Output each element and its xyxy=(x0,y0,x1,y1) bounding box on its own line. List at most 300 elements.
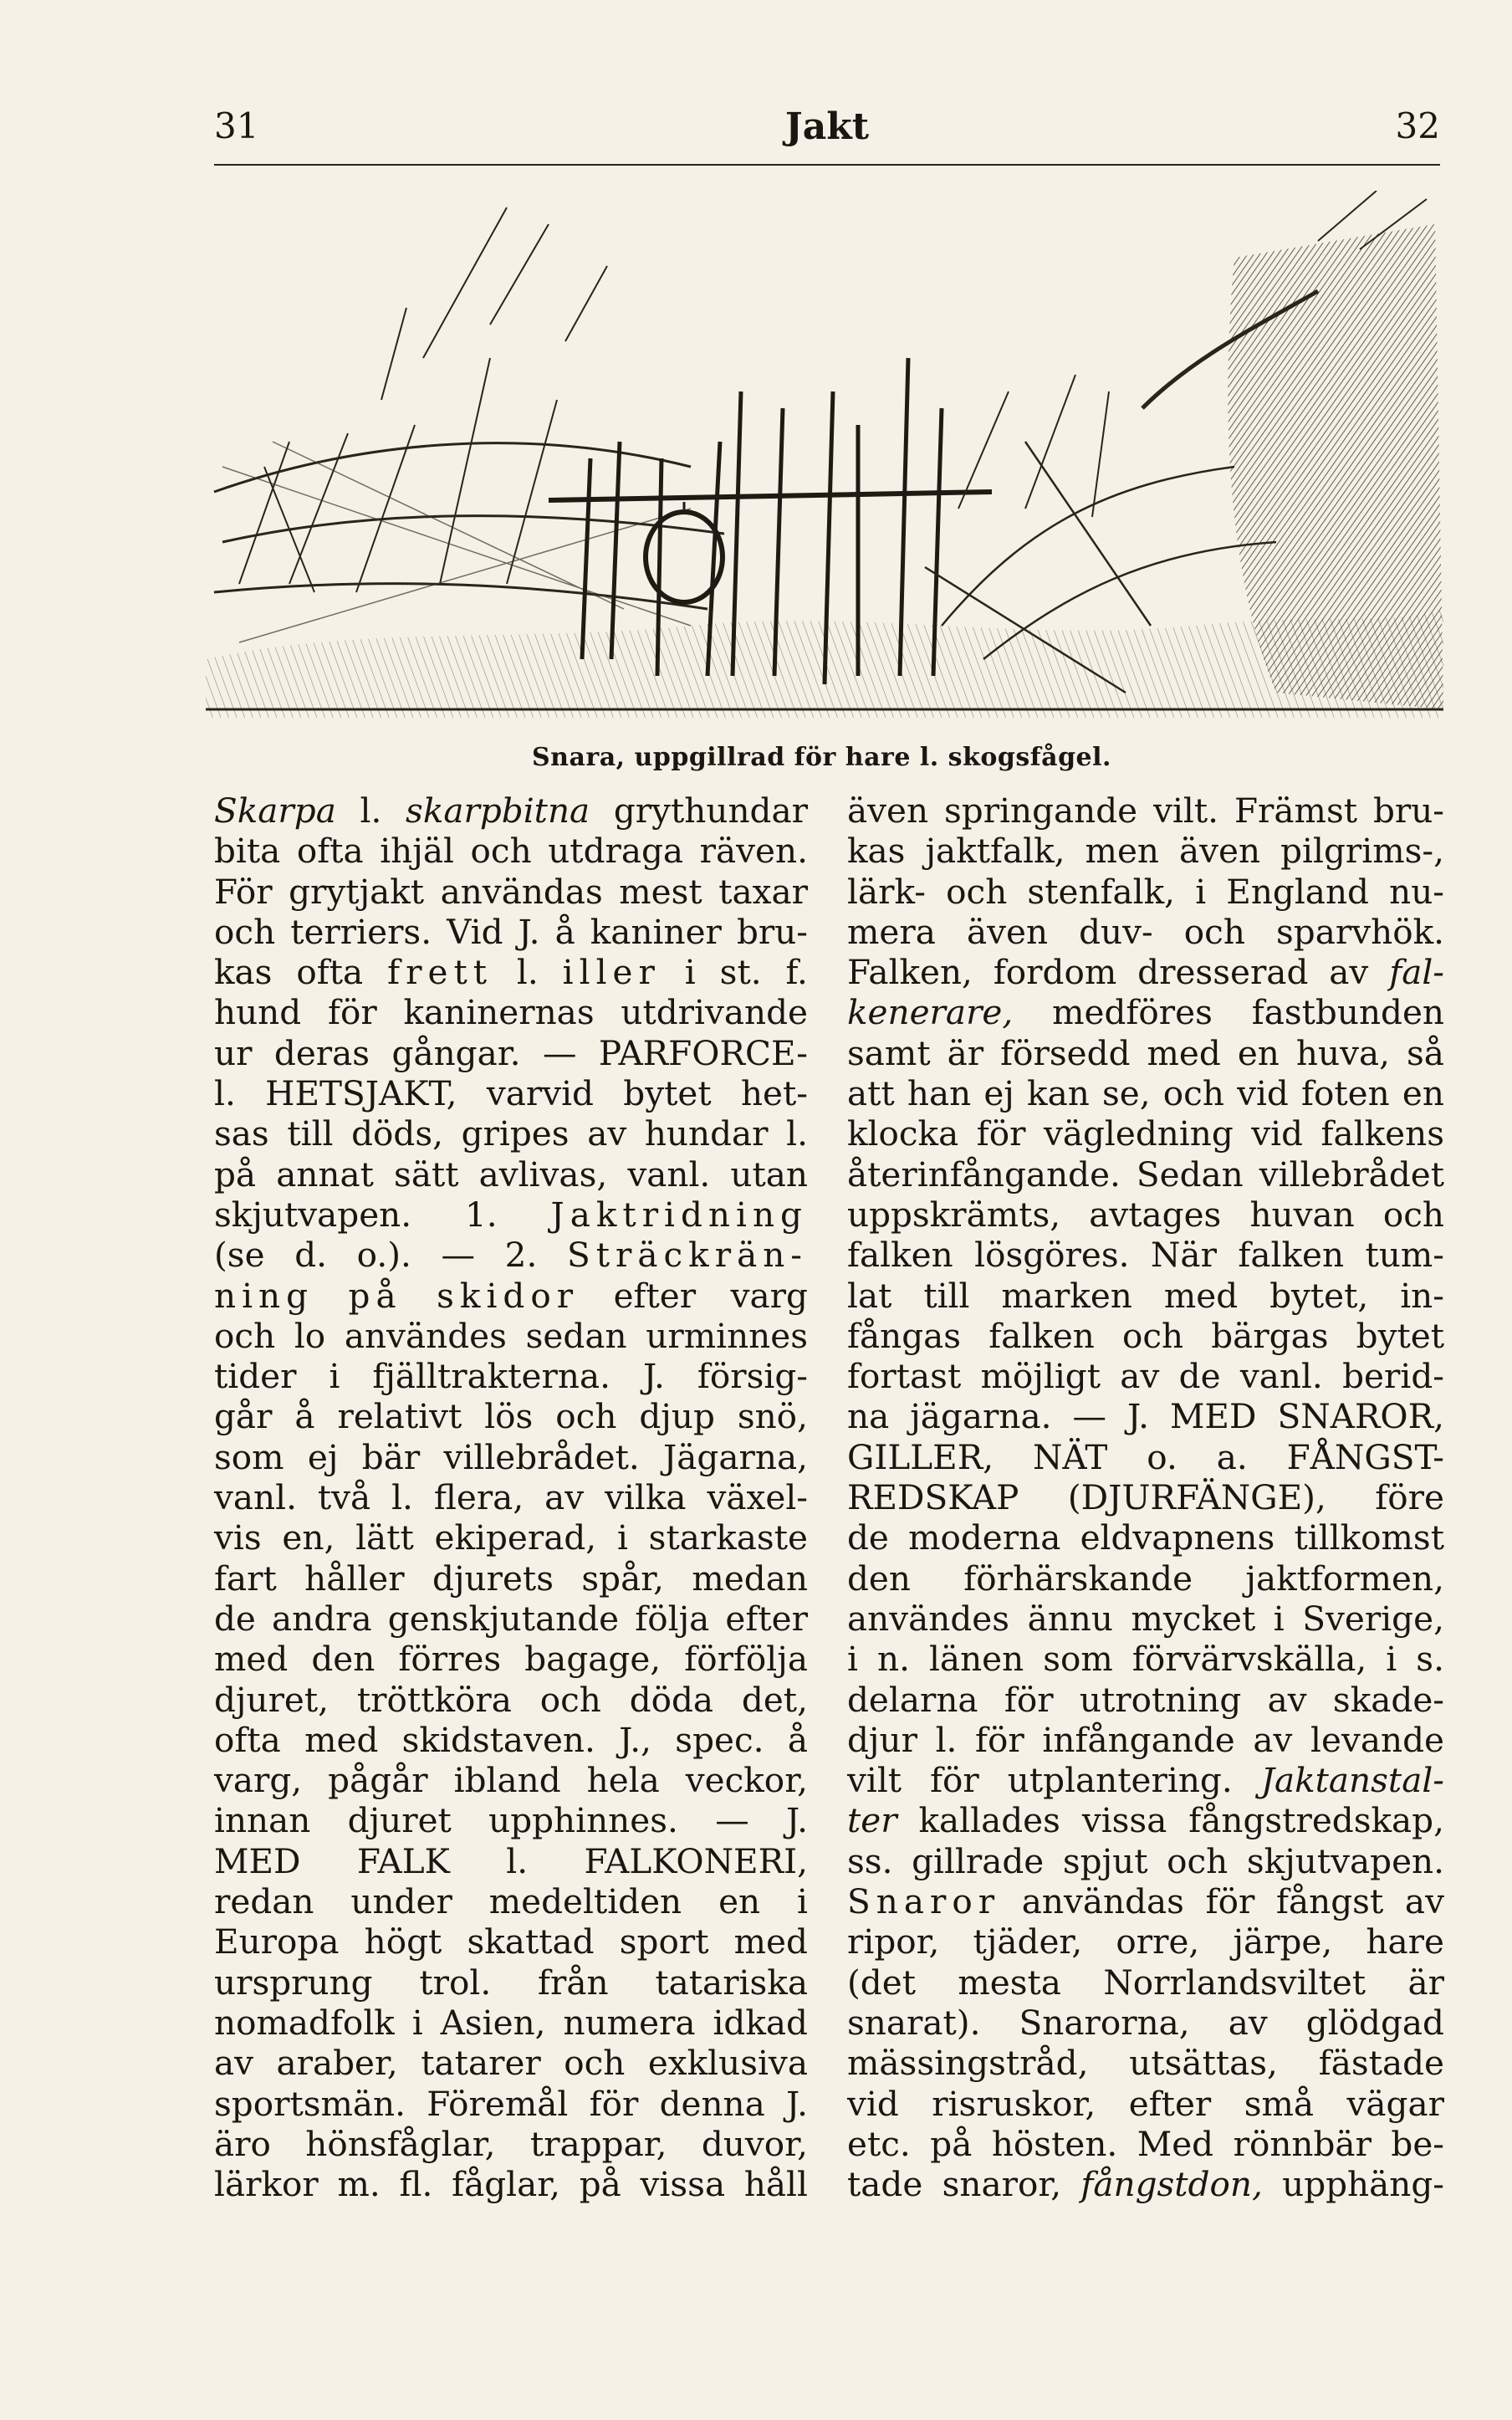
word: J. xyxy=(642,1356,665,1397)
word: under xyxy=(350,1881,452,1922)
word: å xyxy=(554,911,575,952)
right-column-line xyxy=(847,1195,1444,1235)
word: förvärvskälla, xyxy=(1131,1639,1367,1680)
word: utplantering. xyxy=(1007,1760,1233,1801)
word: fart xyxy=(214,1558,277,1599)
word: relativt xyxy=(337,1396,462,1437)
word: den xyxy=(847,1558,911,1599)
word: sport xyxy=(619,1921,709,1962)
word: NÄT xyxy=(1032,1436,1108,1477)
right-column-line xyxy=(847,1881,1444,1921)
right-column-line xyxy=(847,1800,1444,1840)
word: för xyxy=(1004,1679,1054,1720)
word: skarpbitna xyxy=(406,790,590,831)
word: risruskor, xyxy=(932,2083,1096,2124)
left-column xyxy=(214,790,808,2204)
left-column-line xyxy=(214,2084,808,2124)
word: tatariska xyxy=(655,1962,808,2003)
word: Europa xyxy=(214,1921,340,1962)
word: a. xyxy=(1216,1436,1248,1477)
word: kas xyxy=(214,952,273,993)
word: l. xyxy=(360,790,382,831)
word: hare xyxy=(1366,1921,1444,1962)
word: ur xyxy=(214,1032,253,1073)
word: upphäng- xyxy=(1282,2164,1444,2205)
word: hösten. xyxy=(991,2123,1118,2164)
word: går xyxy=(214,1396,273,1437)
word: med xyxy=(1163,1275,1239,1316)
running-title: Jakt xyxy=(784,105,870,148)
word: i xyxy=(1195,871,1207,912)
word: Jaktridning xyxy=(550,1194,808,1235)
left-column-line xyxy=(214,1195,808,1235)
word: för xyxy=(589,2083,639,2124)
word: falkens xyxy=(1320,1113,1444,1154)
word: döda xyxy=(629,1679,714,1720)
word: glödgad xyxy=(1305,2002,1444,2043)
word: tatarer xyxy=(421,2043,541,2084)
word: av xyxy=(587,1113,627,1154)
word: klocka xyxy=(847,1113,959,1154)
word: snarat). xyxy=(847,2002,981,2043)
word: Skarpa xyxy=(214,790,336,831)
left-column-line xyxy=(214,1437,808,1477)
word: de xyxy=(214,1598,256,1639)
word: infångande xyxy=(1042,1719,1235,1760)
word: bita xyxy=(214,831,281,872)
word: iller xyxy=(562,952,661,993)
word: ihjäl xyxy=(380,831,454,872)
word: döds, xyxy=(351,1113,444,1154)
right-column-line xyxy=(847,1558,1444,1599)
word: sedan xyxy=(525,1315,627,1356)
word: springande xyxy=(944,790,1138,831)
word: två xyxy=(317,1477,371,1518)
word: på xyxy=(214,1154,257,1195)
word: lat xyxy=(847,1275,892,1316)
right-column-line xyxy=(847,872,1444,912)
word: gripes xyxy=(461,1113,570,1154)
word: l. xyxy=(391,1477,413,1518)
word: be- xyxy=(1391,2123,1444,2164)
word: tröttköra xyxy=(356,1679,512,1720)
word: före xyxy=(1375,1477,1444,1518)
word: J., xyxy=(619,1719,652,1760)
word: bru- xyxy=(736,911,808,952)
word: Sträckrän- xyxy=(566,1235,808,1276)
word: innan xyxy=(214,1800,311,1841)
word: FALKONERI, xyxy=(584,1840,808,1881)
word: i xyxy=(616,1517,628,1558)
word: ej xyxy=(983,1073,1014,1114)
word: de xyxy=(847,1517,889,1558)
word: mässingstråd, xyxy=(847,2043,1089,2084)
word: försedd xyxy=(1000,1032,1131,1073)
word: bytet xyxy=(623,1073,712,1114)
word: Främst xyxy=(1234,790,1358,831)
word: med xyxy=(1147,1032,1221,1073)
word: terriers. xyxy=(290,911,432,952)
word: nomadfolk xyxy=(214,2002,395,2043)
word: FALK xyxy=(356,1840,450,1881)
word: fästade xyxy=(1318,2043,1444,2084)
word: med xyxy=(214,1639,289,1680)
left-column-line xyxy=(214,1841,808,1881)
word: frett xyxy=(387,952,493,993)
word: Norrlandsviltet xyxy=(1103,1962,1366,2003)
word: skade- xyxy=(1332,1679,1444,1720)
word: foten xyxy=(1301,1073,1390,1114)
word: den xyxy=(311,1639,375,1680)
word: lärkor xyxy=(214,2164,319,2205)
word: trol. xyxy=(419,1962,492,2003)
word: skidstaven. xyxy=(401,1719,595,1760)
word: J. xyxy=(785,1800,808,1841)
word: idkad xyxy=(713,2002,808,2043)
right-column-line xyxy=(847,1639,1444,1679)
word: följa xyxy=(635,1598,710,1639)
word: djuret, xyxy=(214,1679,329,1720)
word: på xyxy=(348,1275,402,1316)
word: avlivas, xyxy=(478,1154,608,1195)
word: England xyxy=(1226,871,1369,912)
word: små xyxy=(1244,2083,1315,2124)
word: Sverige, xyxy=(1302,1598,1444,1639)
word: 1. xyxy=(464,1194,498,1235)
word: vid xyxy=(1251,1113,1304,1154)
word: för xyxy=(975,1719,1024,1760)
word: starkaste xyxy=(648,1517,808,1558)
word: fastbunden xyxy=(1251,992,1444,1033)
word: araber, xyxy=(276,2043,398,2084)
word: f. xyxy=(785,952,808,993)
word: pågår xyxy=(328,1760,428,1801)
word: moderna xyxy=(908,1517,1061,1558)
word: djur xyxy=(847,1719,917,1760)
left-column-line xyxy=(214,1639,808,1679)
word: fl. xyxy=(399,2164,433,2205)
left-column-line xyxy=(214,790,808,831)
word: bagage, xyxy=(524,1639,662,1680)
word: snaror, xyxy=(942,2164,1062,2205)
word: skattad xyxy=(467,1921,595,1962)
left-column-line xyxy=(214,1517,808,1558)
left-column-line xyxy=(214,1356,808,1396)
word: försig- xyxy=(697,1356,808,1397)
word: djuret xyxy=(347,1800,452,1841)
left-column-line xyxy=(214,2043,808,2083)
word: av xyxy=(1404,1881,1444,1922)
word: o.). xyxy=(356,1235,411,1276)
word: tjäder, xyxy=(973,1921,1083,1962)
word: — xyxy=(1072,1396,1106,1437)
word: lo xyxy=(294,1315,326,1356)
word: så xyxy=(1407,1032,1444,1073)
word: st. xyxy=(719,952,762,993)
left-column-line xyxy=(214,1113,808,1154)
word: Snaror xyxy=(847,1881,1001,1922)
word: en, xyxy=(282,1517,335,1558)
word: och xyxy=(555,1396,617,1437)
word: varg xyxy=(730,1275,808,1316)
word: av xyxy=(1329,952,1369,993)
word: urminnes xyxy=(646,1315,808,1356)
word: samt xyxy=(847,1032,931,1073)
word: ss. xyxy=(847,1840,893,1881)
word: Jägarna, xyxy=(663,1436,808,1477)
word: vägar xyxy=(1346,2083,1444,2124)
word: hund xyxy=(214,992,302,1033)
word: för xyxy=(327,992,377,1033)
word: — xyxy=(441,1235,476,1276)
word: falken xyxy=(847,1235,953,1276)
word: snö, xyxy=(737,1396,808,1437)
word: lätt xyxy=(355,1517,414,1558)
right-column-line xyxy=(847,1033,1444,1073)
word: av xyxy=(214,2043,254,2084)
word: mera xyxy=(847,911,936,952)
word: När xyxy=(1150,1235,1217,1276)
word: berid- xyxy=(1342,1356,1444,1397)
word: användes xyxy=(344,1315,507,1356)
word: medan xyxy=(692,1558,808,1599)
word: spec. xyxy=(675,1719,764,1760)
word: l. xyxy=(786,1113,808,1154)
right-column-line xyxy=(847,2043,1444,2083)
word: REDSKAP xyxy=(847,1477,1019,1518)
word: utdrivande xyxy=(621,992,808,1033)
word: d. xyxy=(294,1235,328,1276)
left-column-line xyxy=(214,1033,808,1073)
word: — xyxy=(715,1800,749,1841)
word: gillrade xyxy=(912,1840,1045,1881)
word: l. xyxy=(506,1840,529,1881)
word: l. xyxy=(935,1719,958,1760)
word: att xyxy=(847,1073,895,1114)
word: falken xyxy=(1238,1235,1345,1276)
word: i xyxy=(1386,1639,1397,1680)
word: l. xyxy=(516,952,539,993)
left-column-line xyxy=(214,1680,808,1720)
word: (det xyxy=(847,1962,916,2003)
word: etc. xyxy=(847,2123,911,2164)
word: vissa xyxy=(1081,1800,1167,1841)
word: en xyxy=(718,1881,761,1922)
word: annat xyxy=(276,1154,374,1195)
word: håller xyxy=(304,1558,405,1599)
word: djup xyxy=(639,1396,715,1437)
word: o. xyxy=(1147,1436,1177,1477)
word: förres xyxy=(398,1639,502,1680)
left-column-line xyxy=(214,1599,808,1639)
word: skjutvapen. xyxy=(214,1194,412,1235)
left-column-line xyxy=(214,992,808,1032)
word: rönnbär xyxy=(1233,2123,1372,2164)
word: — xyxy=(542,1032,577,1073)
word: järpe, xyxy=(1233,1921,1333,1962)
right-column-line xyxy=(847,2003,1444,2043)
word: huvan xyxy=(1249,1194,1355,1235)
word: mycket xyxy=(1131,1598,1256,1639)
word: levande xyxy=(1310,1719,1444,1760)
word: av xyxy=(544,1477,585,1518)
word: skidor xyxy=(437,1275,580,1316)
word: vanl. xyxy=(627,1154,711,1195)
left-column-line xyxy=(214,872,808,912)
right-column-line xyxy=(847,1680,1444,1720)
left-column-line xyxy=(214,952,808,992)
word: grythundar xyxy=(613,790,808,831)
word: För xyxy=(214,871,273,912)
right-column-line xyxy=(847,831,1444,871)
word: medeltiden xyxy=(488,1881,682,1922)
word: orre, xyxy=(1116,1921,1200,1962)
word: håll xyxy=(743,2164,808,2205)
word: och xyxy=(1121,1315,1184,1356)
word: n. xyxy=(876,1639,910,1680)
word: för xyxy=(976,1113,1026,1154)
word: med xyxy=(304,1719,379,1760)
left-column-line xyxy=(214,1800,808,1840)
word: av xyxy=(1267,1679,1307,1720)
word: ekiperad, xyxy=(434,1517,597,1558)
page-number-left: 31 xyxy=(214,105,259,146)
word: fångstredskap, xyxy=(1188,1800,1444,1841)
word: denna xyxy=(659,2083,765,2124)
word: gångar. xyxy=(391,1032,521,1073)
word: MED xyxy=(1169,1396,1257,1437)
right-column-line xyxy=(847,1356,1444,1396)
right-column-line xyxy=(847,790,1444,831)
word: kenerare, xyxy=(847,992,1014,1033)
word: het- xyxy=(740,1073,808,1114)
right-column-line xyxy=(847,1396,1444,1436)
right-column-line xyxy=(847,2164,1444,2204)
word: redan xyxy=(214,1881,314,1922)
word: till xyxy=(287,1113,334,1154)
word: GILLER, xyxy=(847,1436,994,1477)
word: en xyxy=(1402,1073,1444,1114)
word: Föremål xyxy=(427,2083,569,2124)
word: är xyxy=(1407,1962,1444,2003)
word: användas xyxy=(440,871,603,912)
word: de xyxy=(1178,1356,1221,1397)
word: in- xyxy=(1400,1275,1444,1316)
word: lärk- xyxy=(847,871,926,912)
word: fordom xyxy=(993,952,1117,993)
word: skjutvapen. xyxy=(1246,1840,1444,1881)
word: på xyxy=(930,2123,973,2164)
left-column-line xyxy=(214,2164,808,2204)
word: ibland xyxy=(453,1760,561,1801)
word: sätt xyxy=(394,1154,459,1195)
right-column-line xyxy=(847,1437,1444,1477)
word: huva, xyxy=(1295,1032,1390,1073)
word: även xyxy=(966,911,1049,952)
word: utdraga xyxy=(548,831,684,872)
word: kallades xyxy=(918,1800,1060,1841)
word: med xyxy=(733,1921,808,1962)
word: na xyxy=(847,1396,890,1437)
word: äro xyxy=(214,2123,271,2164)
right-column-line xyxy=(847,1760,1444,1800)
word: genskjutande xyxy=(387,1598,620,1639)
word: FÅNGST- xyxy=(1286,1436,1444,1477)
word: Asien, xyxy=(440,2002,546,2043)
word: fångas xyxy=(847,1315,962,1356)
word: flera, xyxy=(433,1477,524,1518)
word: villebrådet. xyxy=(443,1436,640,1477)
word: ning xyxy=(214,1275,314,1316)
word: avtages xyxy=(1089,1194,1222,1235)
right-column-line xyxy=(847,1154,1444,1195)
word: trappar, xyxy=(529,2123,667,2164)
word: även xyxy=(847,790,929,831)
word: och xyxy=(214,911,276,952)
word: användas xyxy=(1021,1881,1184,1922)
left-column-line xyxy=(214,1921,808,1962)
word: kan xyxy=(1027,1073,1090,1114)
left-column-line xyxy=(214,2124,808,2164)
left-column-line xyxy=(214,831,808,871)
word: tum- xyxy=(1365,1235,1444,1276)
word: djurets xyxy=(432,1558,554,1599)
word: och xyxy=(1162,1073,1224,1114)
word: användes xyxy=(847,1598,1010,1639)
left-column-line xyxy=(214,1276,808,1316)
word: ofta xyxy=(214,1719,281,1760)
right-column-line xyxy=(847,1720,1444,1760)
word: tade xyxy=(847,2164,923,2205)
word: i xyxy=(411,2002,423,2043)
word: fåglar, xyxy=(452,2164,561,2205)
word: ursprung xyxy=(214,1962,373,2003)
word: hönsfåglar, xyxy=(305,2123,496,2164)
word: Jaktanstal- xyxy=(1260,1760,1444,1801)
word: eldvapnens xyxy=(1080,1517,1275,1558)
right-column-line xyxy=(847,1517,1444,1558)
word: i xyxy=(684,952,696,993)
word: och xyxy=(1167,1840,1228,1881)
word: spår, xyxy=(581,1558,665,1599)
left-column-line xyxy=(214,1316,808,1356)
page-header xyxy=(214,100,1440,166)
word: m. xyxy=(337,2164,381,2205)
word: och xyxy=(1382,1194,1444,1235)
right-column-line xyxy=(847,1477,1444,1517)
word: J. xyxy=(518,911,540,952)
right-column-line xyxy=(847,1962,1444,2003)
word: falken xyxy=(988,1315,1095,1356)
right-column-line xyxy=(847,2084,1444,2124)
word: hundar xyxy=(644,1113,769,1154)
word: och xyxy=(564,2043,626,2084)
word: delarna xyxy=(847,1679,978,1720)
right-column-line xyxy=(847,952,1444,992)
word: kaniner xyxy=(590,911,722,952)
right-column-line xyxy=(847,992,1444,1032)
word: (DJURFÄNGE), xyxy=(1067,1477,1326,1518)
word: mesta xyxy=(958,1962,1061,2003)
word: ofta xyxy=(296,831,364,872)
word: kaninernas xyxy=(403,992,595,1033)
right-column-line xyxy=(847,1841,1444,1881)
left-column-line xyxy=(214,1235,808,1275)
word: duv- xyxy=(1079,911,1153,952)
word: ofta xyxy=(296,952,364,993)
word: bru- xyxy=(1372,790,1444,831)
word: jägarna. xyxy=(910,1396,1052,1437)
